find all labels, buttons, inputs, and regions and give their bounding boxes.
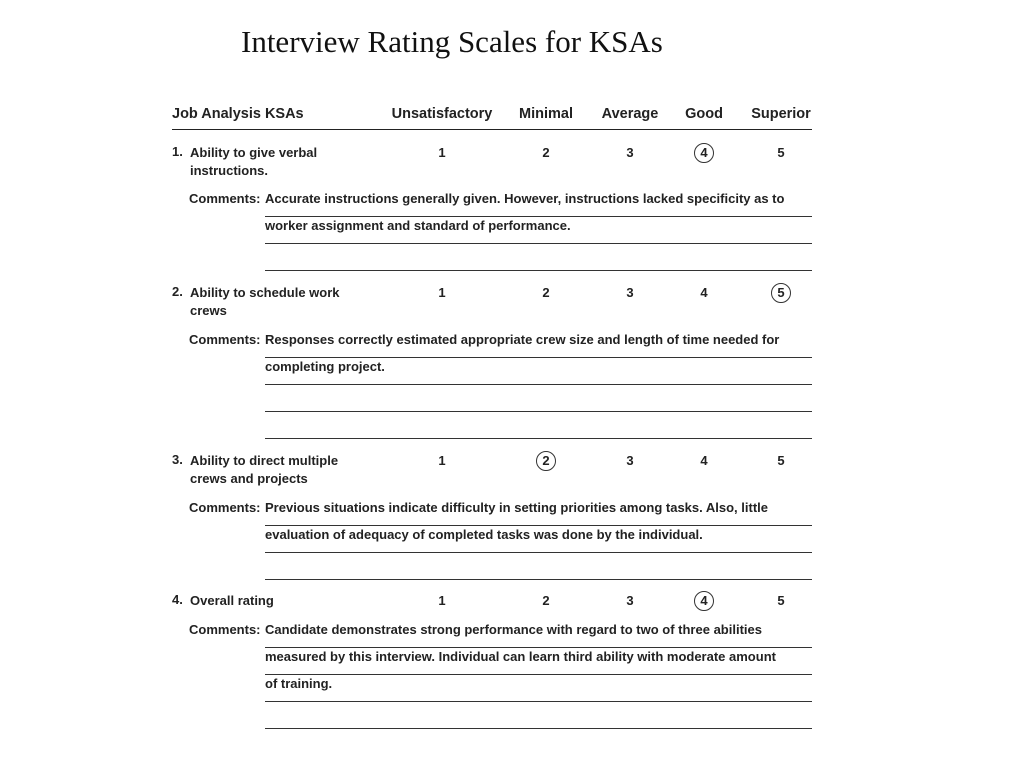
comment-line: Candidate demonstrates strong performance with regard to two of three abilities [265,622,812,648]
rating-1[interactable]: 1 [438,145,446,160]
rating-4-selected[interactable]: 4 [694,592,714,610]
comment-line: Responses correctly estimated appropriate crew size and length of time needed for [265,332,812,358]
table-header: Job Analysis KSAs Unsatisfactory Minimal Average Good Superior [172,104,812,130]
comment-line: worker assignment and standard of performance. [265,218,812,244]
item-number: 4. [172,592,183,607]
header-ksa: Job Analysis KSAs [172,106,304,122]
comment-line [265,554,812,580]
comment-line: of training. [265,676,812,702]
comment-line: Previous situations indicate difficulty in setting priorities among tasks. Also, little [265,500,812,526]
ksa-item-1 [172,144,812,233]
rating-3[interactable]: 3 [626,285,634,300]
comment-line [265,703,812,729]
ksa-item-2 [172,284,812,374]
item-number: 3. [172,452,183,467]
ksa-item-4 [172,592,812,691]
rating-1[interactable]: 1 [438,453,446,468]
rating-2[interactable]: 2 [542,145,550,160]
rating-2[interactable]: 2 [542,285,550,300]
page-title: Interview Rating Scales for KSAs [241,24,663,59]
item-label: Overall rating [190,593,274,608]
comment-lines[interactable] [265,332,812,440]
rating-5[interactable]: 5 [777,453,785,468]
rating-4[interactable]: 4 [700,453,708,468]
comment-line [265,413,812,439]
ksa-item-3 [172,452,812,542]
comment-line [265,386,812,412]
comments-label: Comments: [189,191,261,206]
rating-3[interactable]: 3 [626,453,634,468]
item-number: 1. [172,144,183,159]
rating-2[interactable]: 2 [542,593,550,608]
rating-3[interactable]: 3 [626,145,634,160]
item-label: Ability to give verbal instructions. [190,145,318,178]
rating-3[interactable]: 3 [626,593,634,608]
rating-2-selected[interactable]: 2 [536,452,556,470]
comment-line: Accurate instructions generally given. However, instructions lacked specificity as to [265,191,812,217]
rating-5[interactable]: 5 [777,145,785,160]
comment-lines[interactable] [265,191,812,272]
comment-line: measured by this interview. Individual can learn third ability with moderate amount [265,649,812,675]
rating-4[interactable]: 4 [700,285,708,300]
comment-lines[interactable] [265,622,812,730]
comments-label: Comments: [189,332,261,347]
item-label: Ability to schedule work crews [190,285,340,318]
comment-line: evaluation of adequacy of completed tasks was done by the individual. [265,527,812,553]
comment-line [265,245,812,271]
comments-label: Comments: [189,500,261,515]
rating-5-selected[interactable]: 5 [771,284,791,302]
rating-1[interactable]: 1 [438,285,446,300]
rating-4-selected[interactable]: 4 [694,144,714,162]
item-label: Ability to direct multiple crews and projects [190,453,339,486]
rating-1[interactable]: 1 [438,593,446,608]
item-number: 2. [172,284,183,299]
comments-label: Comments: [189,622,261,637]
rating-form [172,104,812,691]
comment-lines[interactable] [265,500,812,581]
rating-5[interactable]: 5 [777,593,785,608]
comment-line: completing project. [265,359,812,385]
